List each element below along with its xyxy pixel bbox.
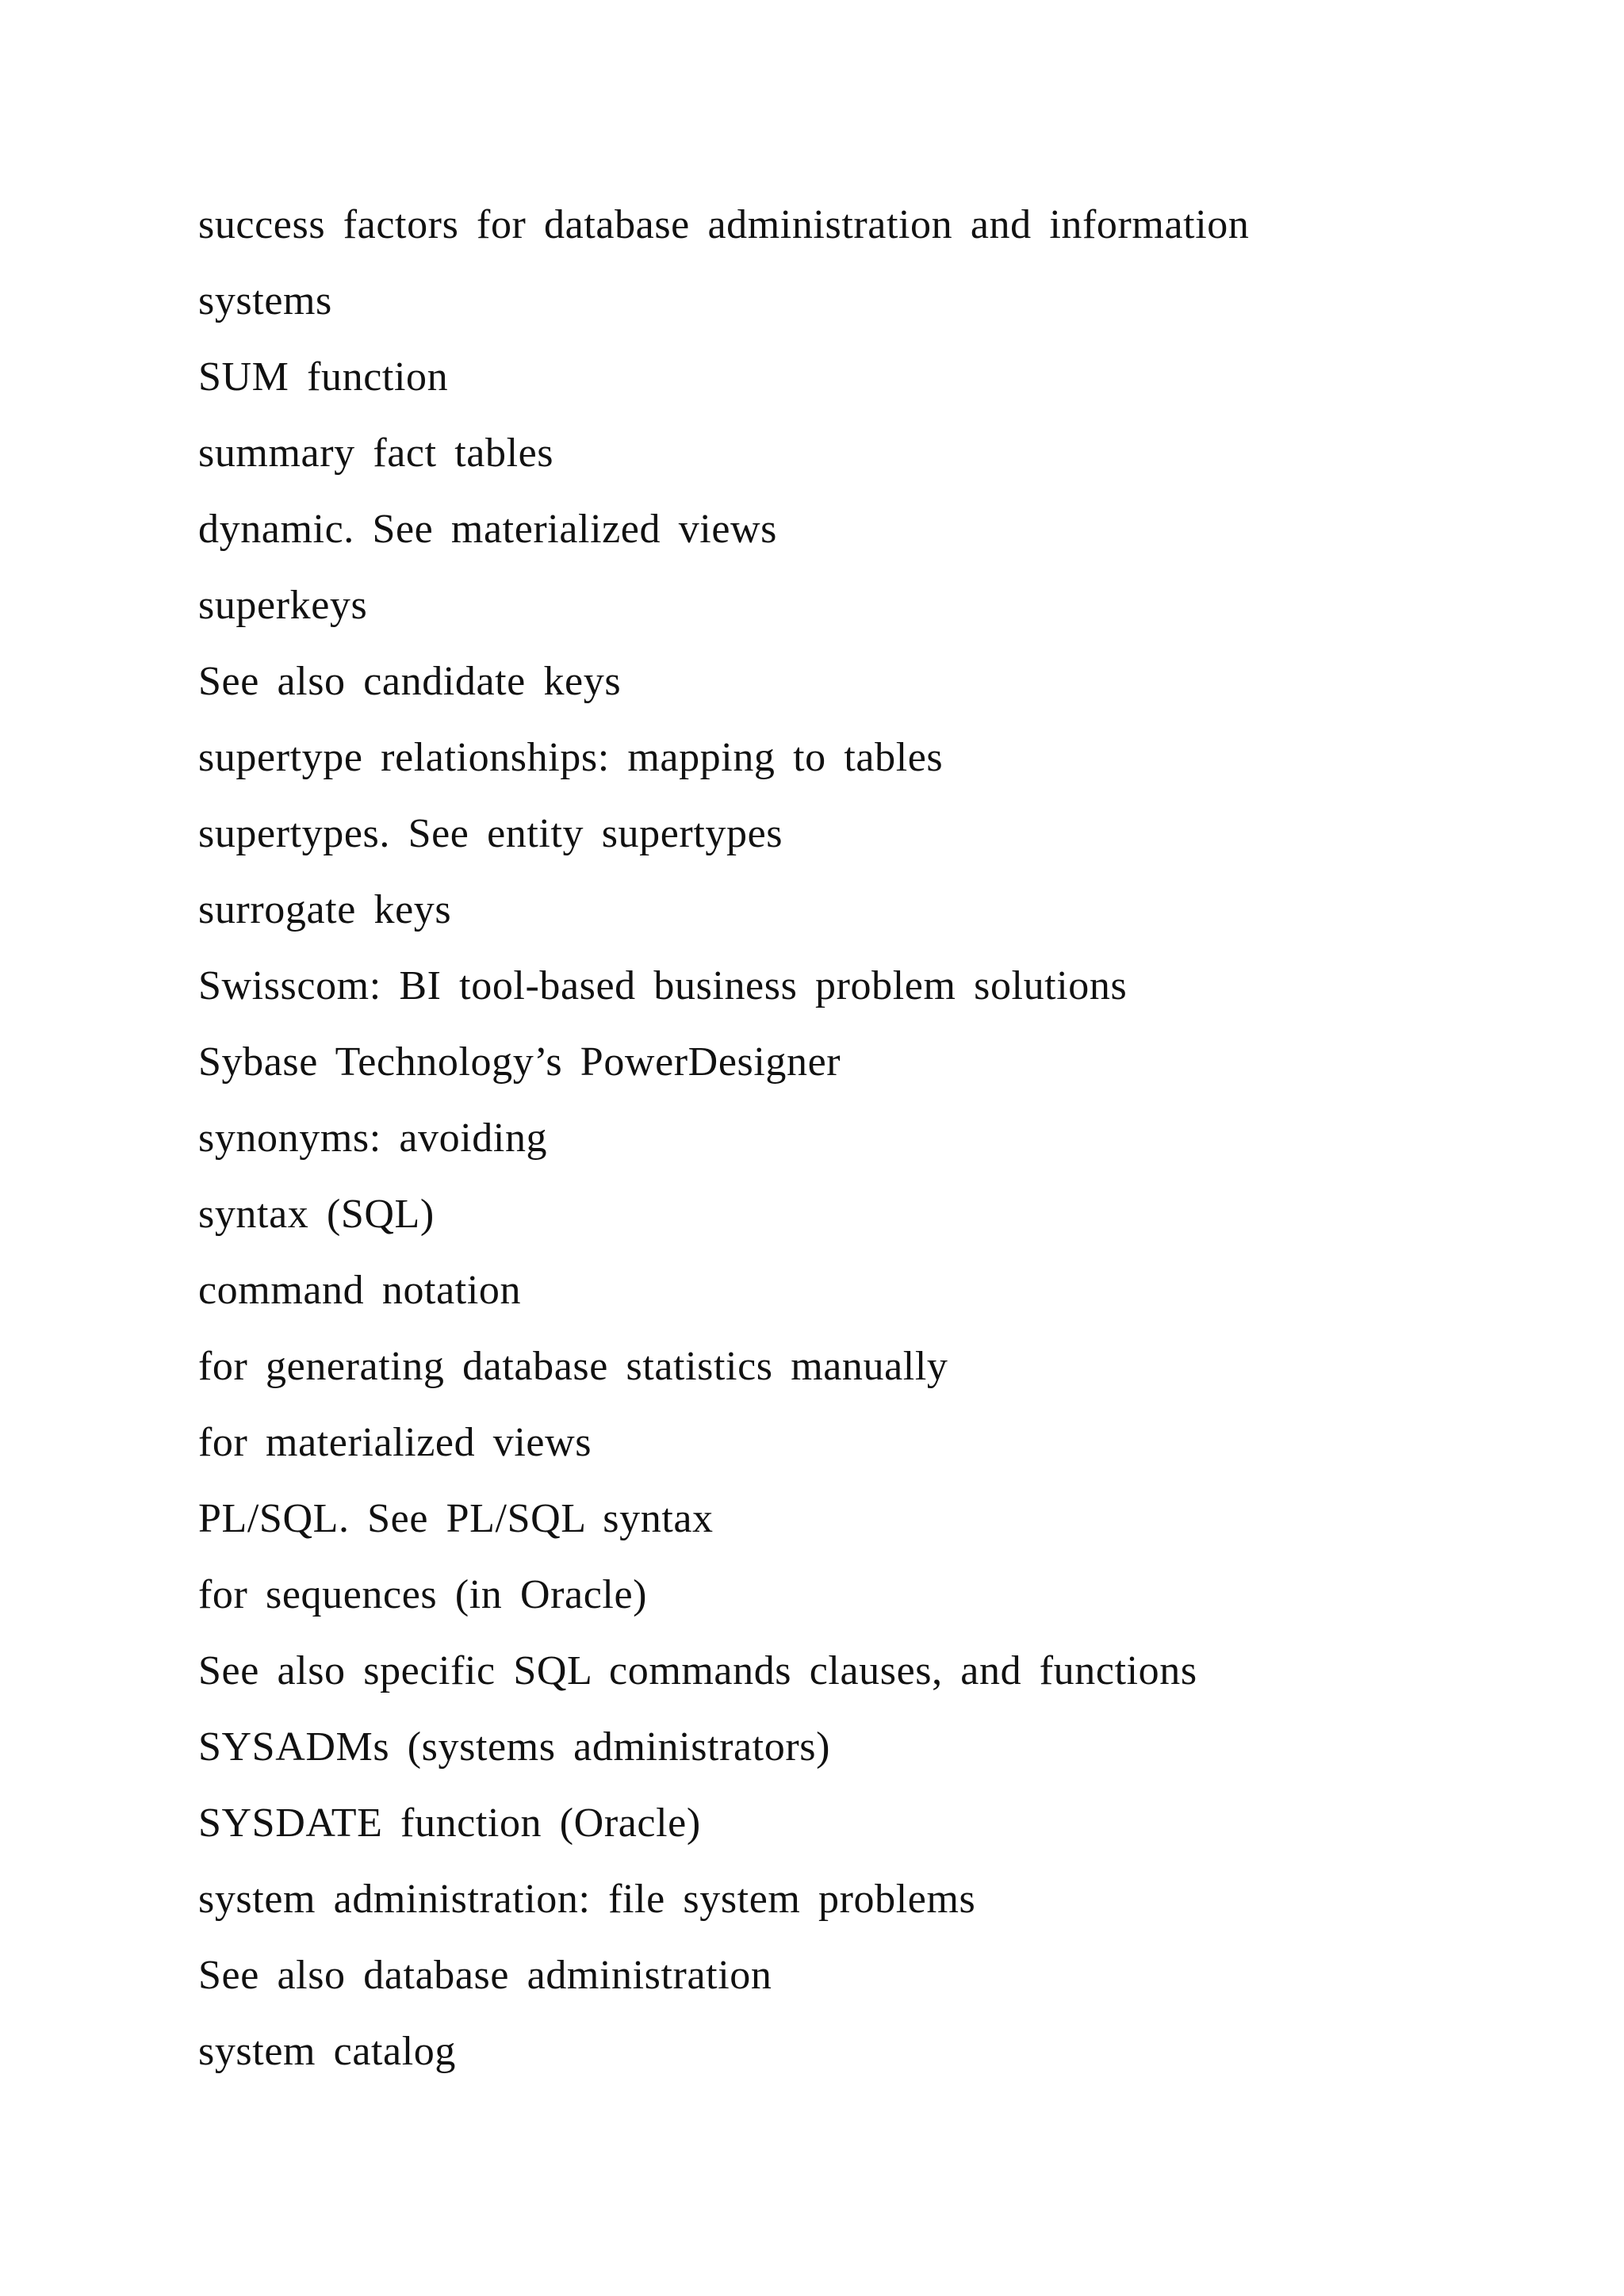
index-entry: SYSADMs (systems administrators) (198, 1724, 830, 1770)
index-list (198, 187, 1507, 2090)
index-entry: command notation (198, 1268, 522, 1313)
index-entry: success factors for database administration and information (198, 202, 1250, 247)
index-entry: Swisscom: BI tool-based business problem solutions (198, 963, 1128, 1008)
index-entry: for sequences (in Oracle) (198, 1572, 648, 1617)
index-entry: system administration: file system problems (198, 1877, 976, 1922)
index-entry: syntax (SQL) (198, 1192, 435, 1237)
index-entry: for materialized views (198, 1420, 592, 1465)
index-entry: supertypes. See entity supertypes (198, 811, 783, 856)
index-entry: SYSDATE function (Oracle) (198, 1800, 701, 1846)
index-entry: supertype relationships: mapping to tables (198, 735, 944, 780)
index-entry: for generating database statistics manually (198, 1344, 948, 1389)
index-entry: PL/SQL. See PL/SQL syntax (198, 1496, 714, 1541)
index-entry: system catalog (198, 2029, 456, 2074)
index-entry: Sybase Technology’s PowerDesigner (198, 1039, 841, 1085)
index-entry: dynamic. See materialized views (198, 507, 778, 552)
index-entry: surrogate keys (198, 887, 452, 932)
index-entry: See also candidate keys (198, 659, 622, 704)
index-entry: synonyms: avoiding (198, 1115, 548, 1161)
index-entry: superkeys (198, 583, 368, 628)
index-entry: See also specific SQL commands clauses, and functions (198, 1648, 1197, 1693)
index-entry: summary fact tables (198, 430, 554, 476)
index-entry: systems (198, 278, 332, 323)
index-entry: SUM function (198, 354, 449, 400)
index-entry: See also database administration (198, 1953, 772, 1998)
